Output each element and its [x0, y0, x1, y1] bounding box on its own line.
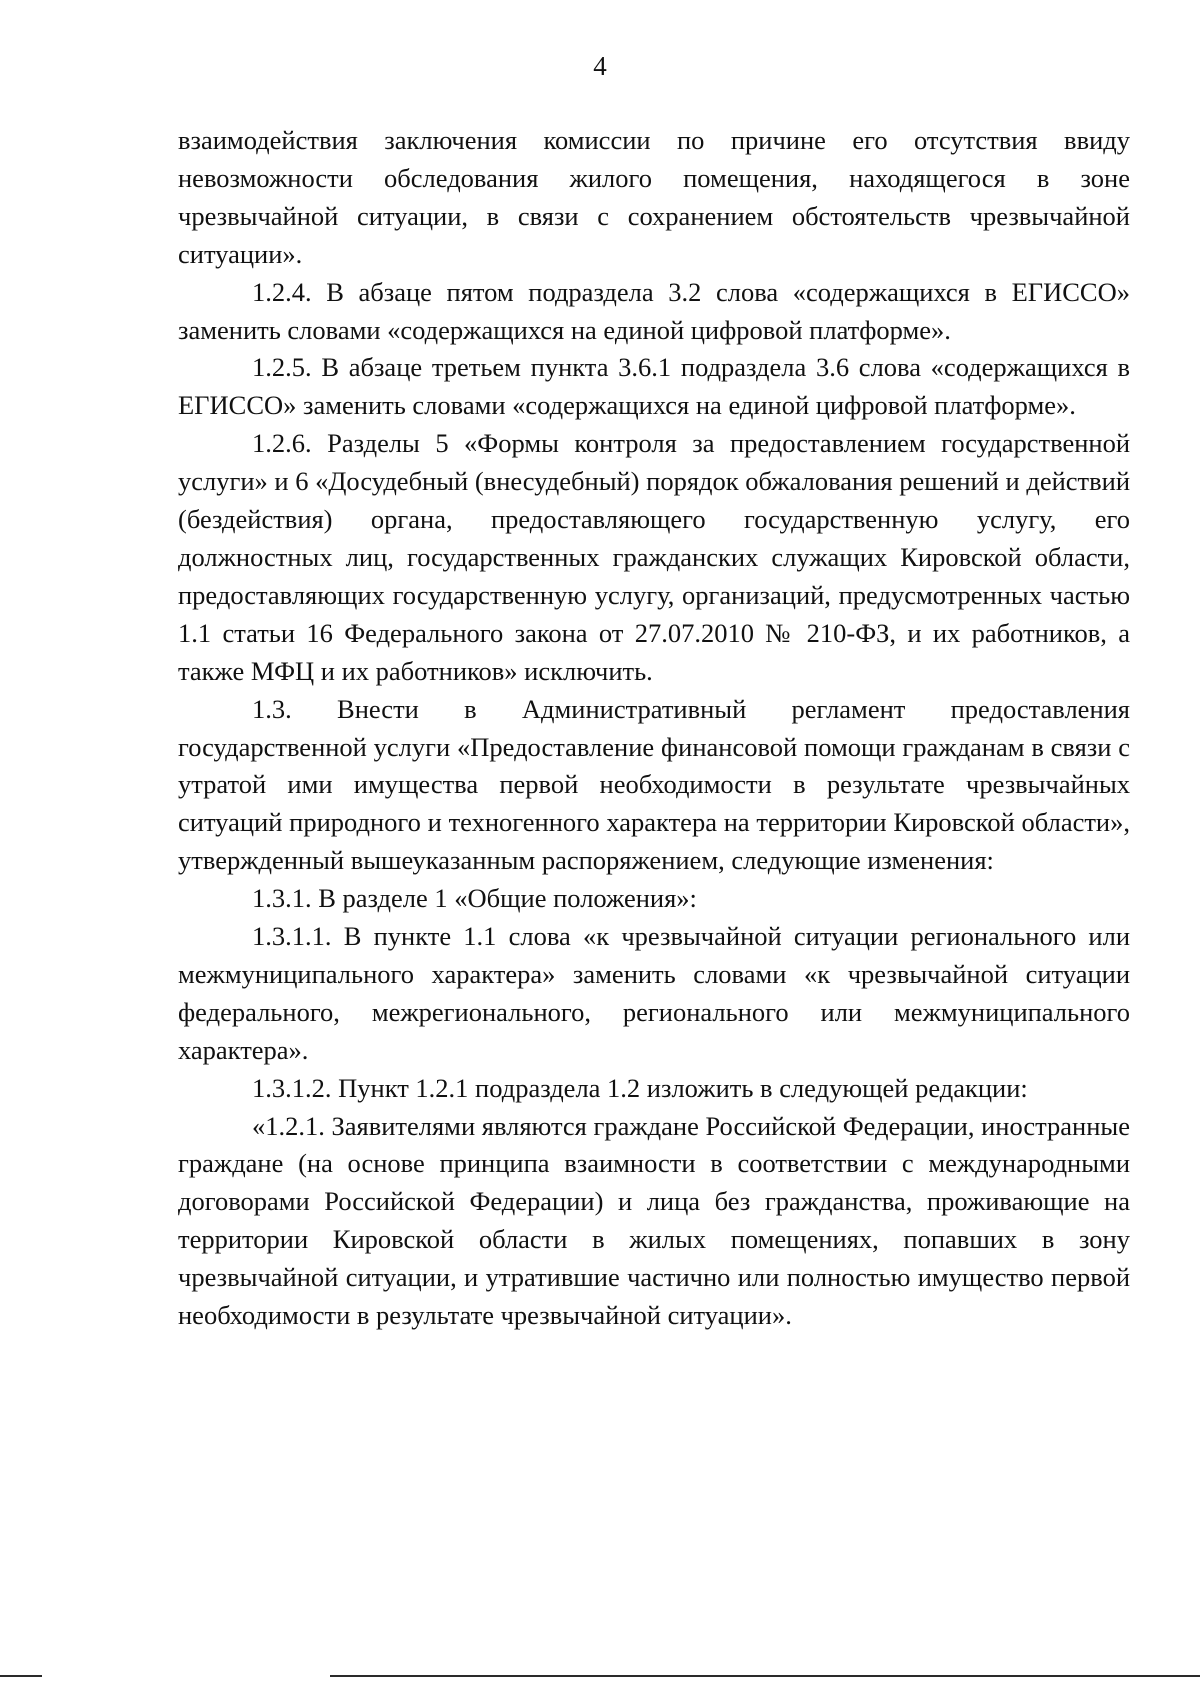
paragraph-1-2-5: 1.2.5. В абзаце третьем пункта 3.6.1 подраздела 3.6 слова «содержащихся в ЕГИССО» заменить словами «содержащихся на единой цифровой платформе». — [178, 352, 1130, 421]
footer-rule-left — [0, 1675, 42, 1677]
document-body — [178, 122, 1130, 1335]
footer-rule-right — [330, 1675, 1200, 1677]
paragraph-1-3-1: 1.3.1. В разделе 1 «Общие положения»: — [252, 883, 697, 914]
paragraph-quoted-1-2-1: «1.2.1. Заявителями являются граждане Российской Федерации, иностранные граждане (на основе принципа взаимности в соответствии с международными договорами Российской Федерации) и лица без гражданства, проживающие на территории Кировской области в жилых помещениях, попавших в зону чрезвычайной ситуации, и утратившие частично или полностью имущество первой необходимости в результате чрезвычайной ситуации». — [178, 1110, 1130, 1331]
page-number: 4 — [593, 51, 607, 81]
paragraph-continuation: взаимодействия заключения комиссии по причине его отсутствия ввиду невозможности обследования жилого помещения, находящегося в зоне чрезвычайной ситуации, в связи с сохранением обстоятельств чрезвычайной ситуации». — [178, 125, 1130, 269]
paragraph-1-3-1-2: 1.3.1.2. Пункт 1.2.1 подраздела 1.2 изложить в следующей редакции: — [252, 1072, 1028, 1103]
paragraph-1-3-1-1: 1.3.1.1. В пункте 1.1 слова «к чрезвычайной ситуации регионального или межмуниципального характера» заменить словами «к чрезвычайной ситуации федерального, межрегионального, регионального или межмуниципального характера». — [178, 921, 1130, 1065]
paragraph-1-3: 1.3. Внести в Административный регламент предоставления государственной услуги «Предоставление финансовой помощи гражданам в связи с утратой ими имущества первой необходимости в результате чрезвычайных ситуаций природного и техногенного характера на территории Кировской области», утвержденный вышеуказанным распоряжением, следующие изменения: — [178, 693, 1130, 876]
paragraph-1-2-6: 1.2.6. Разделы 5 «Формы контроля за предоставлением государственной услуги» и 6 «Досудебный (внесудебный) порядок обжалования решений и действий (бездействия) органа, предоставляющего государственную услугу, его должностных лиц, государственных гражданских служащих Кировской области, предоставляющих государственную услугу, организаций, предусмотренных частью 1.1 статьи 16 Федерального закона от 27.07.2010 № 210-ФЗ, и их работников, а также МФЦ и их работников» исключить. — [178, 428, 1130, 686]
paragraph-1-2-4: 1.2.4. В абзаце пятом подраздела 3.2 слова «содержащихся в ЕГИССО» заменить словами «содержащихся на единой цифровой платформе». — [178, 276, 1130, 345]
